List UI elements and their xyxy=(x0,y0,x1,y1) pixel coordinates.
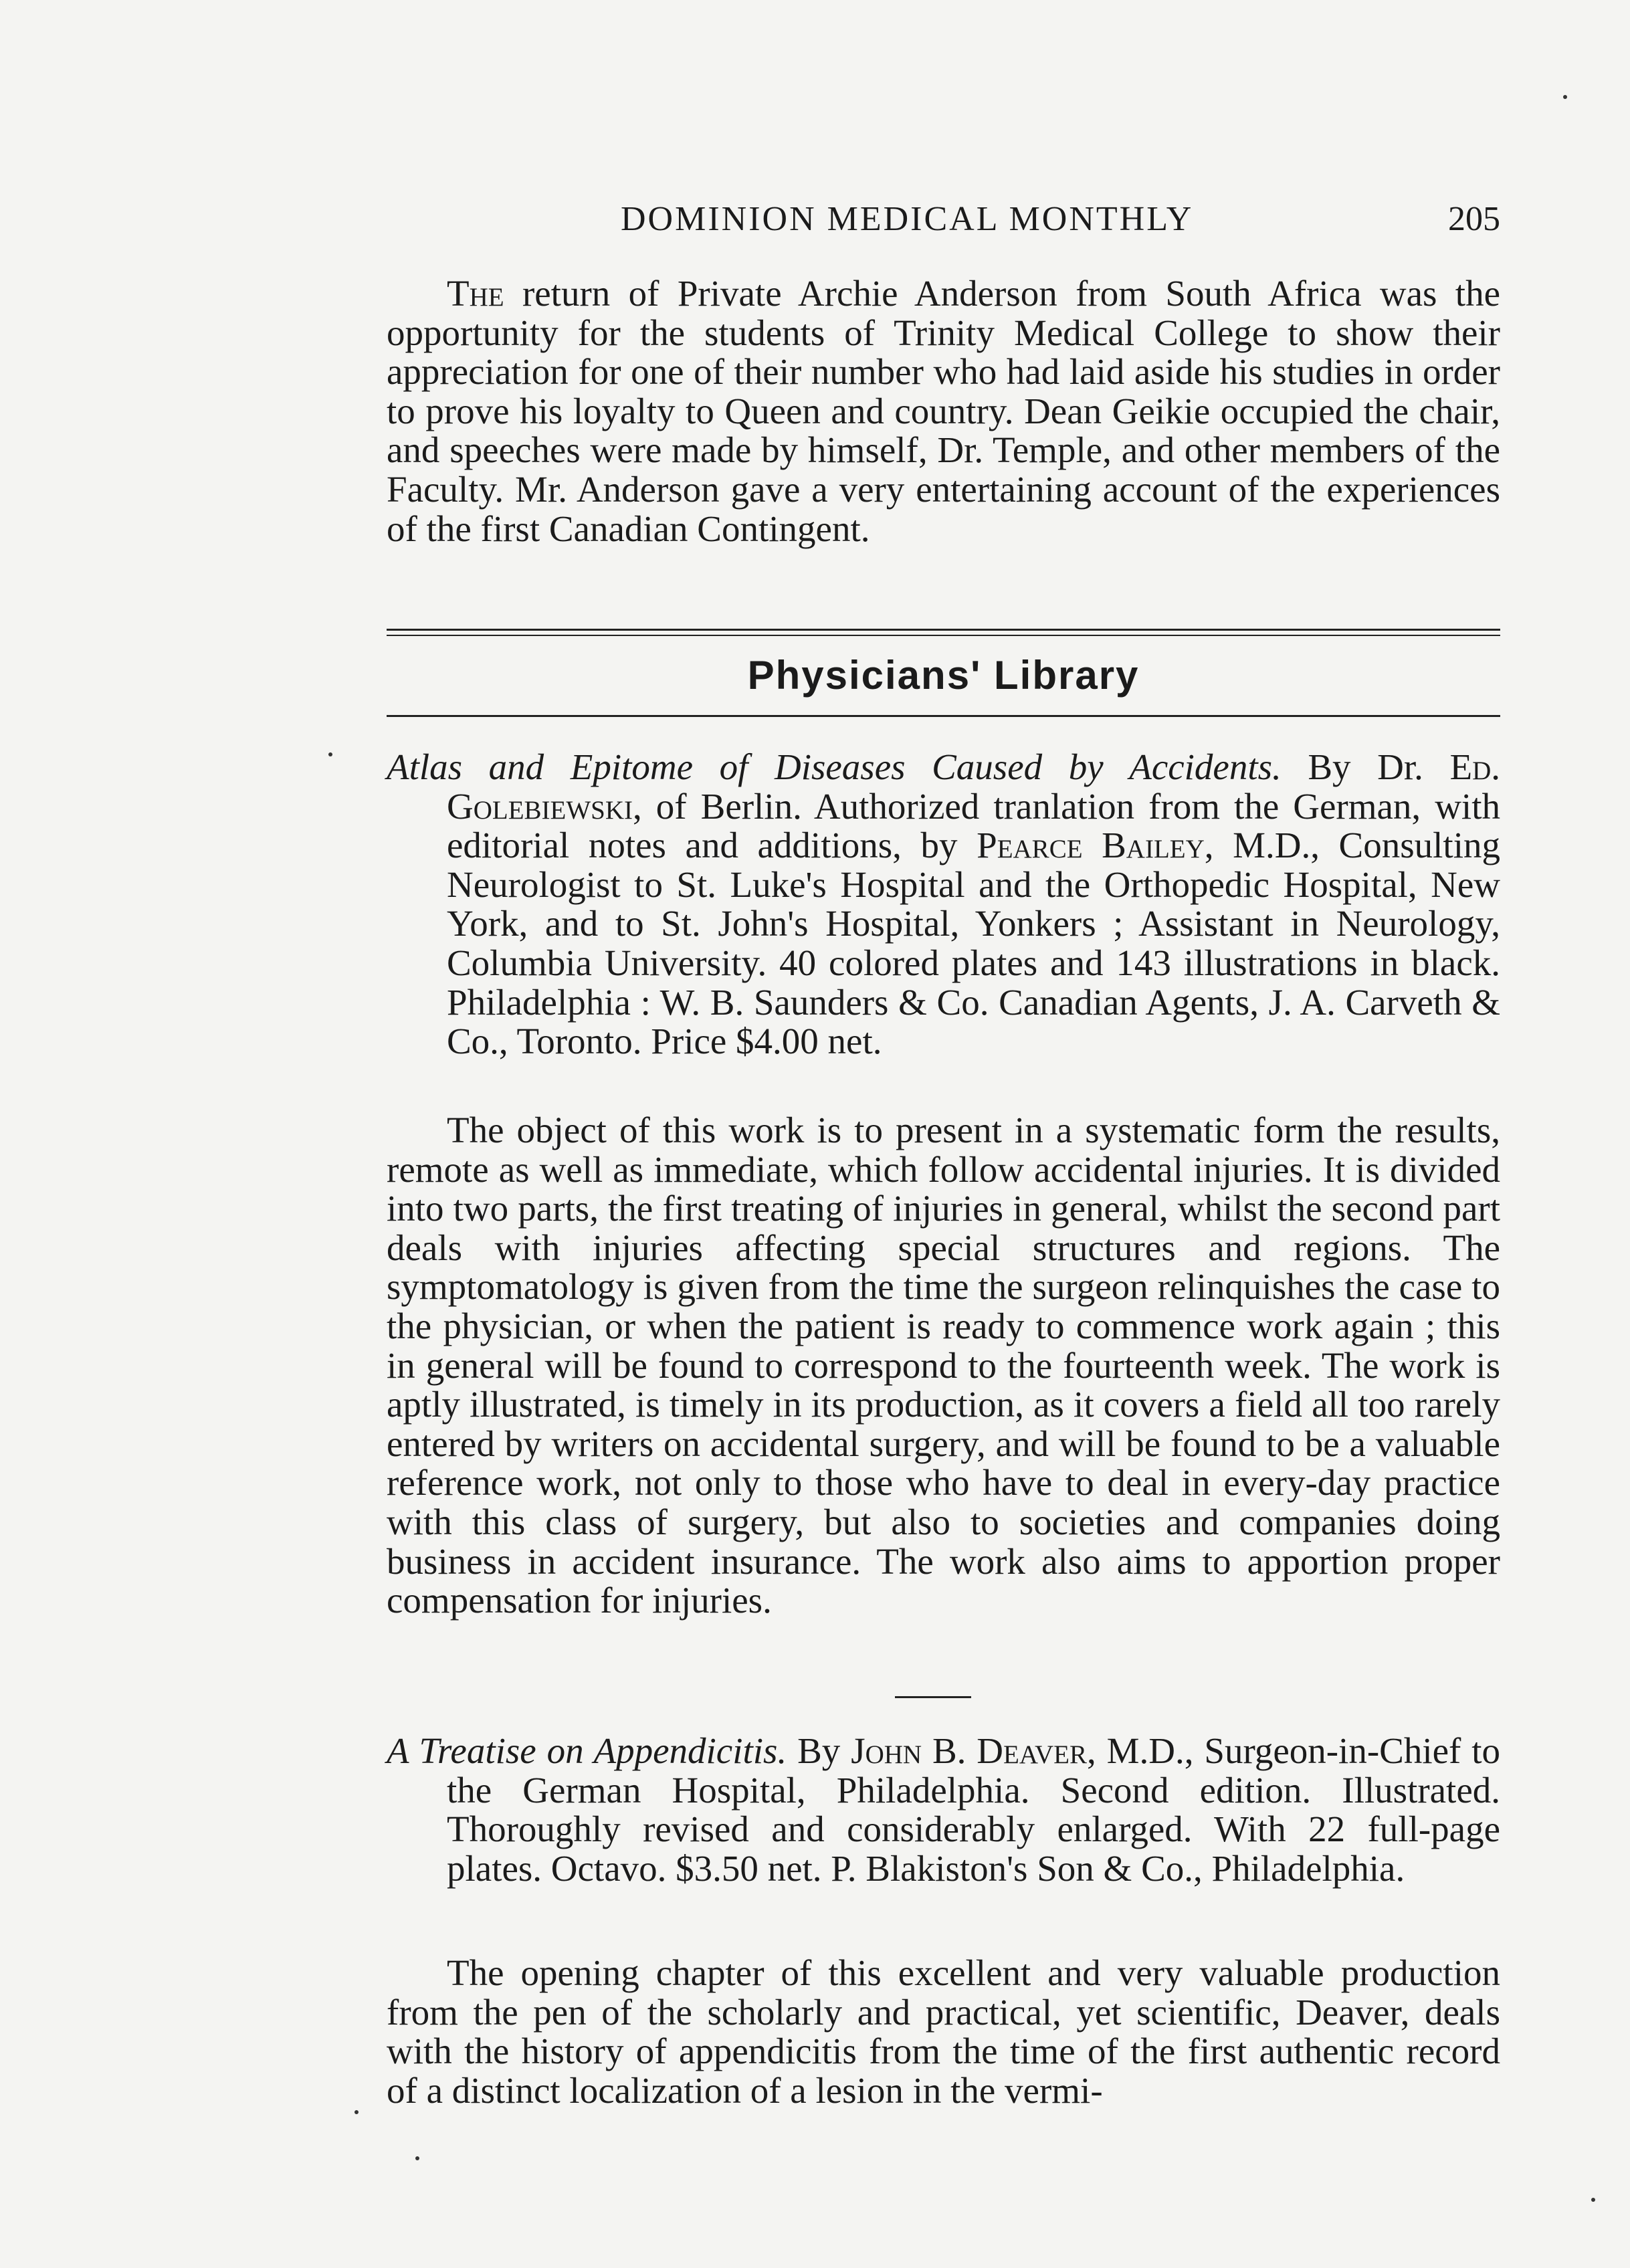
review-1-details: , M.D., Consulting Neurologist to St. Luke's Hospital and the Orthopedic Hospital, New York, and to St. John's Hospital, Yonkers ; Assistant in Neurology, Columbia University. 40 colored plates and 143 illustrations in black. Philadelphia : W. B. Saunders & Co. Canadian Agents, J. A. Carveth & Co., Toronto. Price $4.00 net. xyxy=(447,825,1500,1062)
review-separator-rule xyxy=(895,1696,971,1698)
intro-paragraph-block xyxy=(387,274,1500,548)
review-1-after-author: , of Berlin. Authorized tranlation from the German, with editorial notes and additions, by xyxy=(447,785,1500,866)
review-2-author: John B. Deaver xyxy=(851,1730,1087,1771)
review-1-by: By Dr. xyxy=(1281,746,1450,787)
scan-speck xyxy=(1563,95,1567,99)
review-1-editor: Pearce Bailey xyxy=(977,825,1205,866)
scan-speck xyxy=(1591,2198,1595,2202)
scan-speck xyxy=(354,2110,359,2114)
intro-text: return of Private Archie Anderson from South Africa was the opportunity for the students of Trinity Medical College to show their appreciation for one of their number who had laid aside his studies in order to prove his loyalty to Queen and country. Dean Geikie occupied the chair, and speeches were made by himself, Dr. Temple, and other members of the Faculty. Mr. Anderson gave a very entertaining account of the experiences of the first Canadian Contingent. xyxy=(387,273,1500,549)
section-heading: Physicians' Library xyxy=(747,653,1140,698)
page-number: 205 xyxy=(1448,200,1500,238)
review-1-citation-block xyxy=(387,748,1500,1061)
section-rule-top-2 xyxy=(387,635,1500,636)
review-1-author: Ed. Golebiewski xyxy=(447,746,1500,827)
section-rule-top-1 xyxy=(387,629,1500,631)
review-2-by: By xyxy=(787,1730,851,1771)
review-2-citation-block xyxy=(387,1732,1500,1888)
review-2-body: The opening chapter of this excellent and very valuable production from the pen of the scholarly and practical, yet scientific, Deaver, deals with the history of appendicitis from the time of the first authentic record of a distinct localization of a lesion in the vermi- xyxy=(387,1952,1500,2111)
review-1-title: Atlas and Epitome of Diseases Caused by Accidents. xyxy=(387,746,1282,787)
review-1-citation xyxy=(387,748,1500,1061)
review-2-citation xyxy=(387,1732,1500,1888)
review-1-body: The object of this work is to present in a systematic form the results, remote as well as immediate, which follow accidental injuries. It is divided into two parts, the first treating of injuries in general, whilst the second part deals with injuries affecting special structures and regions. The symptomatology is given from the time the surgeon relinquishes the case to the physician, or when the patient is ready to commence work again ; this in general will be found to correspond to the fourteenth week. The work is aptly illustrated, is timely in its production, as it covers a field all too rarely entered by writers on accidental surgery, and will be found to be a valuable reference work, not only to those who have to deal in every-day practice with this class of surgery, but also to societies and companies doing business in accident insurance. The work also aims to apportion proper compensation for injuries. xyxy=(387,1110,1500,1621)
intro-paragraph xyxy=(387,274,1500,548)
scan-speck xyxy=(328,752,332,756)
review-2-title: A Treatise on Appendicitis. xyxy=(387,1730,787,1771)
review-2-details: , M.D., Surgeon-in-Chief to the German Hospital, Philadelphia. Second edition. Illustrated. Thoroughly revised and considerably enlarged. With 22 full-page plates. Octavo. $3.50 net. P. Blakiston's Son & Co., Philadelphia. xyxy=(447,1730,1501,1889)
running-title: DOMINION MEDICAL MONTHLY xyxy=(621,200,1194,238)
review-2-body-block xyxy=(387,1954,1500,2110)
intro-lead-word: The xyxy=(447,273,504,314)
scan-speck xyxy=(415,2156,419,2160)
section-rule-bottom xyxy=(387,715,1500,717)
review-1-body-block xyxy=(387,1111,1500,1621)
running-head xyxy=(387,199,1500,253)
